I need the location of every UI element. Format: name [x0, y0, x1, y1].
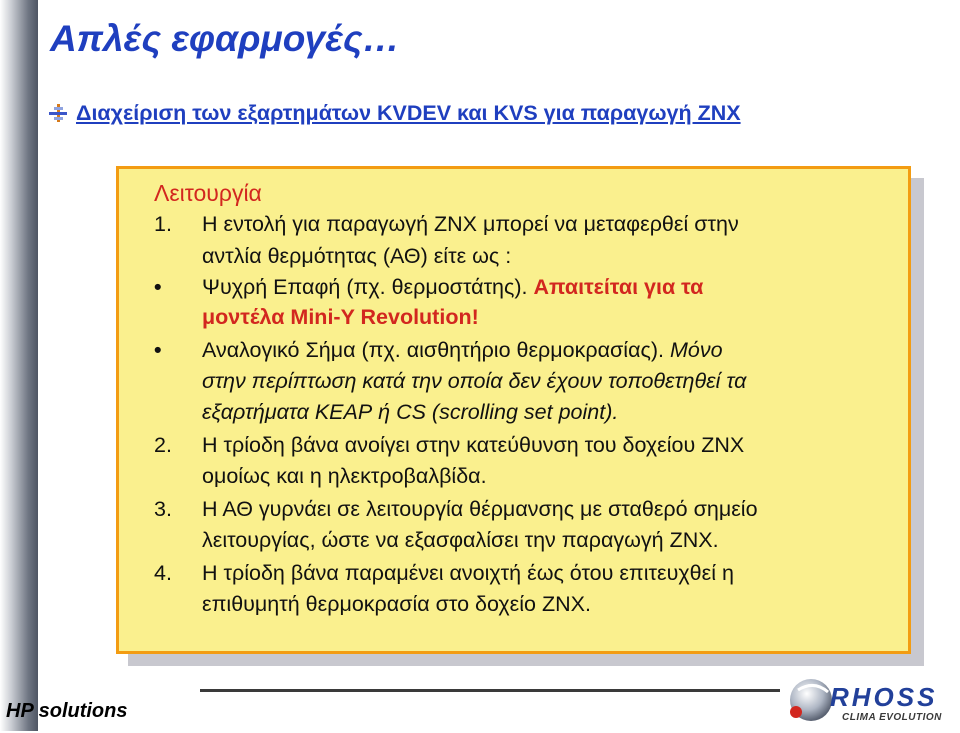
note-box — [116, 166, 911, 654]
logo-tagline: CLIMA EVOLUTION — [842, 712, 942, 723]
slide-title: Απλές εφαρμογές… — [50, 18, 400, 59]
list-item-3-line-1: 3. Η ΑΘ γυρνάει σε λειτουργία θέρμανσης με σταθερό σημείο — [154, 497, 758, 521]
list-item-2-line-2: ομοίως και η ηλεκτροβαλβίδα. — [202, 464, 487, 488]
bullet-arrows-icon — [48, 103, 68, 123]
bullet-2-line-3: εξαρτήματα ΚΕΑΡ ή CS (scrolling set point). — [202, 400, 619, 424]
rhoss-logo — [784, 668, 960, 728]
rhoss-sphere-icon — [790, 679, 832, 721]
logo-word: RHOSS — [830, 682, 938, 712]
list-item-3-line-2: λειτουργίας, ώστε να εξασφαλίσει την παραγωγή ΖΝΧ. — [202, 528, 719, 552]
bullet-1-line-1: • Ψυχρή Επαφή (πχ. θερμοστάτης). Απαιτείται για τα — [154, 275, 704, 299]
bullet-1-line-2: μοντέλα Mini-Y Revolution! — [202, 305, 479, 329]
subtitle-row — [48, 98, 741, 128]
note-heading: Λειτουργία — [154, 180, 262, 206]
list-item-1-line-1: 1. Η εντολή για παραγωγή ΖΝΧ μπορεί να μεταφερθεί στην — [154, 212, 739, 236]
list-item-1-line-2: αντλία θερμότητας (ΑΘ) είτε ως : — [202, 244, 512, 268]
bullet-dot: • — [154, 338, 162, 362]
footer-label: HP solutions — [6, 700, 128, 722]
list-item-4-line-1: 4. Η τρίοδη βάνα παραμένει ανοιχτή έως ότου επιτευχθεί η — [154, 561, 734, 585]
bullet-2-line-2: στην περίπτωση κατά την οποία δεν έχουν τοποθετηθεί τα — [202, 369, 747, 393]
slide-subtitle: Διαχείριση των εξαρτημάτων KVDEV και KVS για παραγωγή ΖΝΧ — [76, 100, 741, 125]
bullet-2-line-1: • Αναλογικό Σήμα (πχ. αισθητήριο θερμοκρασίας). Μόνο — [154, 338, 723, 362]
footer-divider — [200, 689, 780, 692]
list-item-2-line-1: 2. Η τρίοδη βάνα ανοίγει στην κατεύθυνση του δοχείου ΖΝΧ — [154, 433, 745, 457]
bullet-dot: • — [154, 275, 162, 299]
list-item-4-line-2: επιθυμητή θερμοκρασία στο δοχείο ΖΝΧ. — [202, 592, 591, 616]
side-decor-bar — [0, 0, 38, 731]
